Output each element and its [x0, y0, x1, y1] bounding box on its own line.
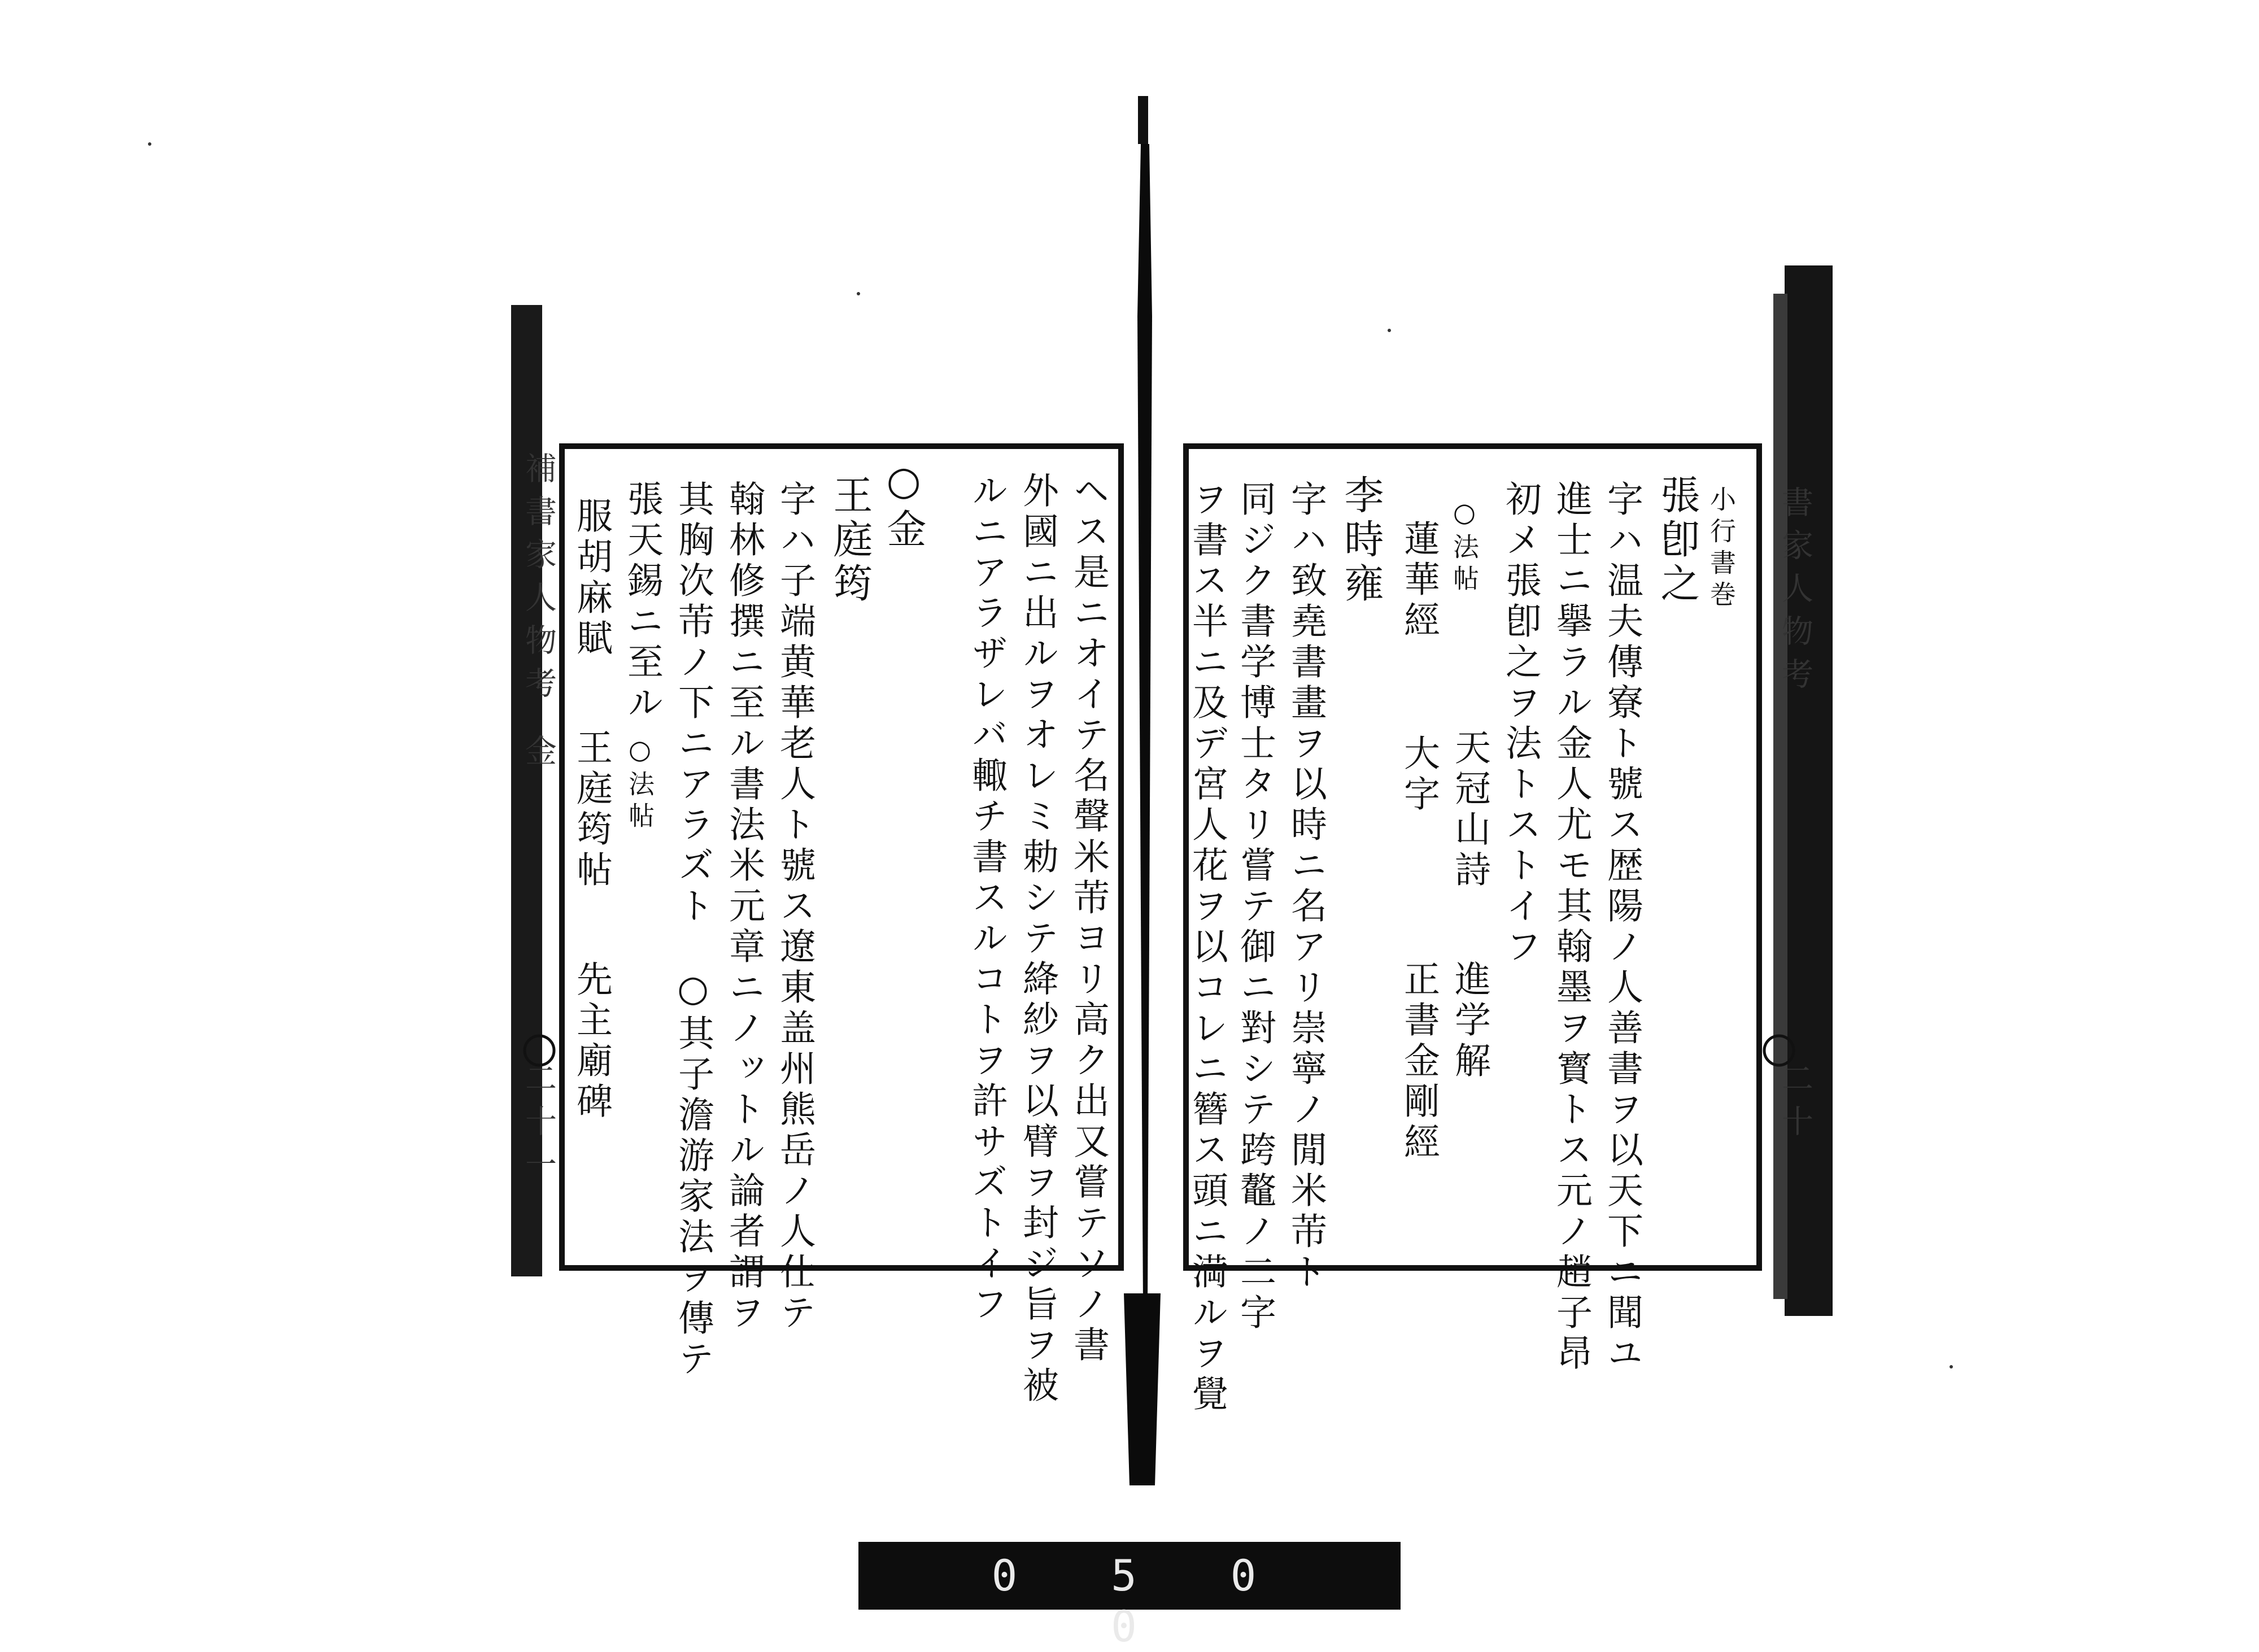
entry-name-zhang: 張卽之: [1654, 474, 1700, 607]
center-clip-foot: [1124, 1293, 1161, 1485]
center-clip-rod: [1137, 144, 1152, 1305]
continued-line-2: 外國ニ出ルヲオレミ勅シテ絳紗ヲ以臂ヲ封ジ旨ヲ被: [1017, 472, 1058, 1407]
zhang-line-3: 初メ張卽之ヲ法トストイフ: [1499, 480, 1541, 968]
wang-work-3: 先主廟碑: [570, 960, 612, 1123]
zhang-work-1: 天冠山詩: [1449, 729, 1490, 891]
li-line-1: 字ハ致堯書畫ヲ以時ニ名アリ崇寧ノ閒米芾ト: [1285, 480, 1327, 1293]
right-margin-title: 書家人物考: [1777, 486, 1813, 700]
left-margin-title: 補書家人物考: [520, 452, 557, 709]
left-folio: 二十一: [520, 1062, 557, 1191]
wang-work-2: 王庭筠帖: [570, 729, 612, 891]
entry-name-wang: 王庭筠: [827, 474, 873, 607]
wang-line-2: 翰林修撰ニ至ル書法米元章ニノットル論者謂ヲ: [723, 480, 765, 1334]
zhang-work-2: 進学解: [1449, 960, 1490, 1082]
continued-line-1: ヘス是ニオイテ名聲米芾ヨリ高ク出又嘗テソノ書: [1067, 472, 1109, 1366]
dynasty-heading: ○金: [880, 457, 927, 552]
li-line-3: ヲ書ス半ニ及デ宮人花ヲ以コレニ簪ス頭ニ満ルヲ覺: [1186, 480, 1228, 1415]
zhang-work-6: 正書金剛經: [1398, 960, 1440, 1163]
section-heading: 小行書巻: [1706, 486, 1737, 612]
archive-stamp-number: 0 5 0 0: [991, 1550, 1290, 1651]
zhang-work-3: 蓮華經: [1398, 520, 1440, 642]
right-book-edge: [1785, 265, 1833, 1316]
zhang-work-5: 大字: [1398, 734, 1440, 816]
zhang-line-1: 字ハ温夫傳寮ト號ス歴陽ノ人善書ヲ以天下ニ聞ユ: [1601, 480, 1643, 1375]
wang-works-label: ○法帖: [625, 734, 655, 834]
wang-line-3: 其胸次芾ノ下ニアラズト ○其子澹游家法ヲ傳テ: [672, 480, 714, 1380]
wang-work-1: 服胡麻賦: [570, 497, 612, 660]
center-clip-top: [1138, 96, 1148, 144]
left-margin-section: 金: [520, 734, 557, 777]
wang-line-1: 字ハ子端黄華老人ト號ス遼東盖州熊岳ノ人仕テ: [774, 480, 815, 1334]
wang-line-4: 張天錫ニ至ル: [621, 480, 663, 724]
right-folio: 二十: [1777, 1062, 1813, 1148]
entry-name-li: 李時雍: [1338, 474, 1384, 607]
zhang-works-label: ○法帖: [1449, 497, 1480, 596]
li-line-2: 同ジク書学博士タリ嘗テ御ニ對シテ跨鼇ノ二字: [1234, 480, 1276, 1334]
zhang-line-2: 進士ニ擧ラル金人尤モ其翰墨ヲ寳トス元ノ趙子昂: [1550, 480, 1592, 1375]
continued-line-3: ルニアラザレバ輙チ書スルコトヲ許サズトイフ: [966, 472, 1008, 1326]
